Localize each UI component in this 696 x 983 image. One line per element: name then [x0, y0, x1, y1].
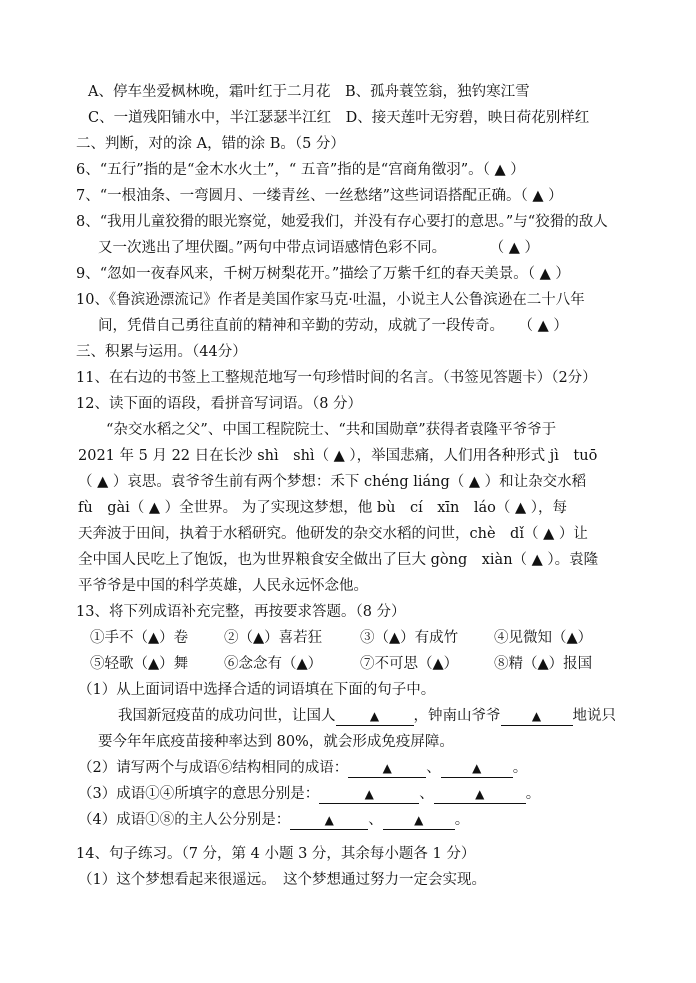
end-mark: 。 [454, 812, 470, 828]
answer-blank[interactable] [434, 786, 526, 804]
prompt-text: （4）成语①⑧的主人公分别是： [78, 812, 291, 828]
triangle-marker-icon: ▲ [531, 709, 542, 723]
prompt-text: （2）请写两个与成语⑥结构相同的成语： [78, 760, 349, 776]
q12-para-line4: fù gài（ ▲ ）全世界。 为了实现这梦想，他 bù cí xīn láo（ ▲ ），每 [78, 500, 568, 516]
triangle-marker-icon: ▲ [414, 813, 424, 827]
triangle-marker-icon: ▲ [475, 787, 485, 801]
idiom-4: ④见微知（▲） [494, 630, 593, 646]
answer-blank[interactable] [348, 760, 426, 778]
triangle-marker-icon: ▲ [324, 813, 334, 827]
section-2-heading: 二、判断，对的涂 A，错的涂 B。（5 分） [76, 136, 345, 152]
q13-part1-sentence-line1 [118, 706, 616, 726]
q13-part4 [78, 810, 469, 830]
triangle-marker-icon: ▲ [369, 709, 380, 723]
answer-blank[interactable] [319, 786, 419, 804]
q13-heading: 13、将下列成语补充完整，再按要求答题。（8 分） [76, 604, 406, 620]
q8-line2: 又一次逃出了埋伏圈。”两句中带点词语感情色彩不同。 （ ▲ ） [98, 240, 540, 256]
separator: 、 [368, 812, 383, 828]
triangle-marker-icon: ▲ [472, 761, 482, 775]
answer-blank[interactable] [441, 760, 513, 778]
end-mark: 。 [512, 760, 528, 776]
answer-blank[interactable] [383, 812, 455, 830]
q12-para-line1: “杂交水稻之父”、中国工程院院士、“共和国勋章”获得者袁隆平爷爷于 [106, 422, 557, 438]
q13-part3 [78, 784, 540, 804]
idiom-8: ⑧精（▲）报国 [494, 656, 593, 672]
idiom-3: ③（▲）有成竹 [360, 630, 459, 646]
q12-para-line7: 平爷爷是中国的科学英雄，人民永远怀念他。 [78, 578, 368, 594]
triangle-marker-icon: ▲ [382, 761, 392, 775]
q7: 7、“一根油条、一弯圆月、一缕青丝、一丝愁绪”这些词语搭配正确。（ ▲ ） [76, 188, 563, 204]
q12-heading: 12、读下面的语段，看拼音写词语。（8 分） [76, 396, 363, 412]
end-mark: 。 [525, 786, 541, 802]
q12-para-line2: 2021 年 5 月 22 日在长沙 shì shì（ ▲ ），举国悲痛，人们用各种形式 jì tuō [78, 448, 598, 464]
q6: 6、“五行”指的是“金木水火土”，“ 五音”指的是“宫商角徵羽”。（ ▲ ） [76, 162, 525, 178]
prompt-text: （3）成语①④所填字的意思分别是： [78, 786, 320, 802]
idiom-6: ⑥念念有（▲） [224, 656, 323, 672]
separator: 、 [426, 760, 441, 776]
answer-blank[interactable] [501, 708, 573, 726]
q10-line1: 10、《鲁滨逊漂流记》作者是美国作家马克·吐温，小说主人公鲁滨逊在二十八年 [76, 292, 585, 308]
idiom-2: ②（▲）喜若狂 [224, 630, 323, 646]
q14-part1: （1）这个梦想看起来很遥远。 这个梦想通过努力一定会实现。 [78, 872, 486, 888]
q9: 9、“忽如一夜春风来，千树万树梨花开。”描绘了万紫千红的春天美景。（ ▲ ） [76, 266, 570, 282]
q12-para-line5: 天奔波于田间，执着于水稻研究。他研发的杂交水稻的问世，chè dǐ（ ▲ ）让 [78, 526, 588, 542]
q13-part2 [78, 758, 527, 778]
sentence-text: 我国新冠疫苗的成功问世，让国人 [118, 708, 336, 724]
q14-heading: 14、句子练习。（7 分，第 4 小题 3 分，其余每小题各 1 分） [76, 846, 476, 862]
answer-blank[interactable] [290, 812, 368, 830]
q10-line2: 间，凭借自己勇往直前的精神和辛勤的劳动，成就了一段传奇。 （ ▲ ） [98, 318, 568, 334]
q12-para-line3: （ ▲ ）哀思。袁爷爷生前有两个梦想：禾下 chéng liáng（ ▲ ）和让杂交水稻 [78, 474, 587, 490]
idiom-5: ⑤轻歌（▲）舞 [90, 656, 189, 672]
q11: 11、在右边的书签上工整规范地写一句珍惜时间的名言。（书签见答题卡）（2分） [76, 370, 597, 386]
q13-part1-sentence-line2: 要今年年底疫苗接种率达到 80%，就会形成免疫屏障。 [98, 734, 454, 750]
answer-blank[interactable] [336, 708, 414, 726]
q12-para-line6: 全中国人民吃上了饱饭，也为世界粮食安全做出了巨大 gòng xiàn（ ▲ ）。袁隆 [78, 552, 599, 568]
q5-option-ab: A、停车坐爱枫林晚，霜叶红于二月花 B、孤舟蓑笠翁，独钓寒江雪 [88, 84, 530, 100]
idiom-1: ①手不（▲）卷 [90, 630, 189, 646]
q8-line1: 8、“我用儿童狡猾的眼光察觉，她爱我们，并没有存心要打的意思。”与“狡猾的敌人 [76, 214, 608, 230]
sentence-text: 地说只 [572, 708, 616, 724]
triangle-marker-icon: ▲ [364, 787, 374, 801]
sentence-text: ，钟南山爷爷 [413, 708, 501, 724]
q5-option-cd: C、一道残阳铺水中，半江瑟瑟半江红 D、接天莲叶无穷碧，映日荷花别样红 [88, 110, 590, 126]
q13-part1-prompt: （1）从上面词语中选择合适的词语填在下面的句子中。 [78, 682, 436, 698]
section-3-heading: 三、积累与运用。（44分） [76, 344, 247, 360]
separator: 、 [419, 786, 434, 802]
idiom-7: ⑦不可思（▲） [360, 656, 459, 672]
